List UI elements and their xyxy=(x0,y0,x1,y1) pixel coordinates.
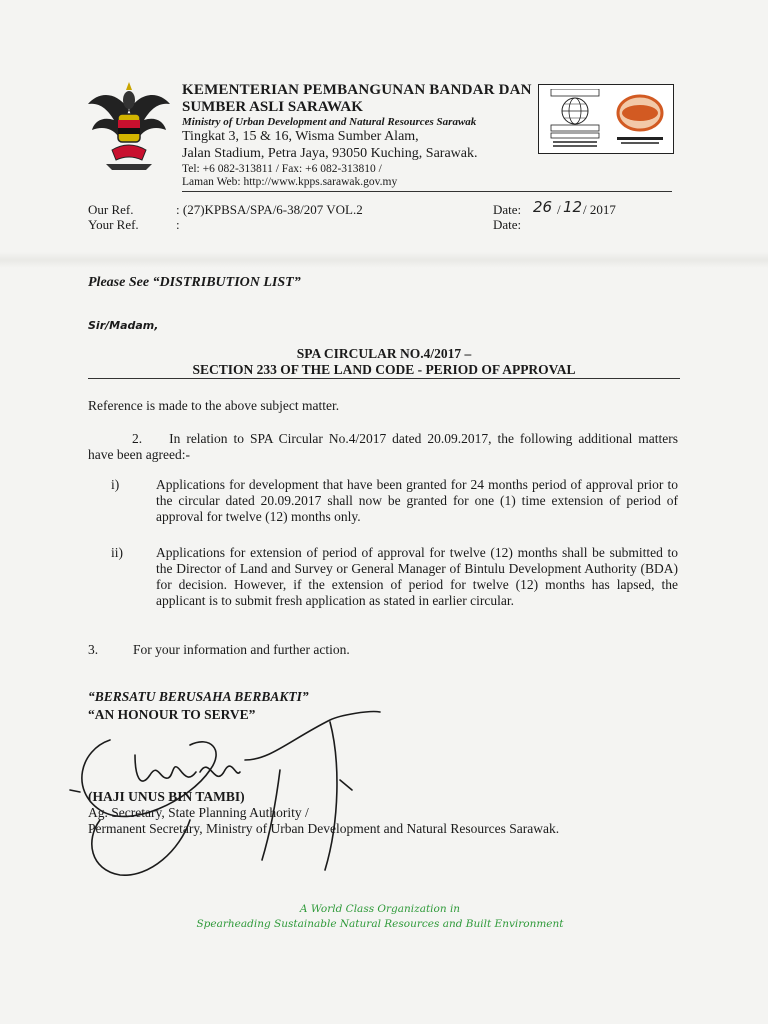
subject-line2: SECTION 233 OF THE LAND CODE - PERIOD OF APPROVAL xyxy=(192,362,576,377)
date-day-handwritten: 26 xyxy=(533,198,553,216)
signatory-position-2: Permanent Secretary, Ministry of Urban Development and Natural Resources Sarawak. xyxy=(88,821,560,836)
contact-numbers: Tel: +6 082-313811 / Fax: +6 082-313810 / xyxy=(182,163,382,175)
date-separator: / xyxy=(557,202,561,217)
paragraph-3-number: 3. xyxy=(88,642,99,657)
footer-tagline-line1: A World Class Organization in xyxy=(299,903,461,915)
header-divider xyxy=(182,191,672,192)
salutation: Sir/Madam, xyxy=(88,319,159,332)
iso-certification-globe-icon xyxy=(547,89,603,149)
date-month-handwritten: 12 xyxy=(563,198,583,216)
address-line2: Jalan Stadium, Petra Jaya, 93050 Kuching, Sarawak. xyxy=(182,146,478,161)
date-label-2: Date: xyxy=(493,217,522,232)
ministry-name-english: Ministry of Urban Development and Natural Resources Sarawak xyxy=(182,116,477,128)
scan-fold-band xyxy=(0,252,768,268)
subject-underline xyxy=(88,378,680,379)
address-line1: Tingkat 3, 15 & 16, Wisma Sumber Alam, xyxy=(182,129,419,144)
our-ref-label: Our Ref. xyxy=(88,202,134,217)
paragraph-2: 2. In relation to SPA Circular No.4/2017 dated 20.09.2017, the following additional matters have been agreed:- xyxy=(88,431,678,462)
addressee: Please See “DISTRIBUTION LIST” xyxy=(88,275,301,290)
your-ref-value: : xyxy=(176,217,180,232)
ministry-name-malay-line2: SUMBER ASLI SARAWAK xyxy=(182,99,363,115)
motto-malay: “BERSATU BERUSAHA BERBAKTI” xyxy=(88,689,309,704)
paragraph-3-text: For your information and further action. xyxy=(133,642,350,657)
motto-english: “AN HONOUR TO SERVE” xyxy=(88,707,256,722)
standards-malaysia-logo-icon xyxy=(613,91,667,147)
item-2-text: Applications for extension of period of approval for twelve (12) months shall be submitted to the Director of Land and Survey or General Manager of Bintulu Development Authority (BDA) for decision. However, if the extension of period for twelve (12) months has lapsed, the applicant is to submit fresh application as stated in earlier circular. xyxy=(156,545,678,608)
signatory-name: (HAJI UNUS BIN TAMBI) xyxy=(88,789,245,804)
item-2-number: ii) xyxy=(111,545,123,560)
subject-line1: SPA CIRCULAR NO.4/2017 – xyxy=(296,346,472,361)
ministry-name-malay-line1: KEMENTERIAN PEMBANGUNAN BANDAR DAN xyxy=(182,82,532,98)
handwritten-signature xyxy=(40,700,420,880)
paragraph-1: Reference is made to the above subject matter. xyxy=(88,398,340,413)
date-year: / 2017 xyxy=(583,202,616,217)
website: Laman Web: http://www.kpps.sarawak.gov.my xyxy=(182,176,398,188)
signatory-position-1: Ag. Secretary, State Planning Authority / xyxy=(88,805,309,820)
item-1-number: i) xyxy=(111,477,120,492)
certification-logos xyxy=(538,84,674,154)
sarawak-crest-logo xyxy=(86,80,172,172)
your-ref-label: Your Ref. xyxy=(88,217,139,232)
item-1-text: Applications for development that have been granted for 24 months period of approval prior to the circular dated 20.09.2017 shall now be granted for one (1) time extension of period of approval for twelve (12) months only. xyxy=(156,477,678,524)
footer-tagline-line2: Spearheading Sustainable Natural Resources and Built Environment xyxy=(196,918,564,930)
our-ref-value: : (27)KPBSA/SPA/6-38/207 VOL.2 xyxy=(176,202,363,217)
date-label: Date: xyxy=(493,202,522,217)
